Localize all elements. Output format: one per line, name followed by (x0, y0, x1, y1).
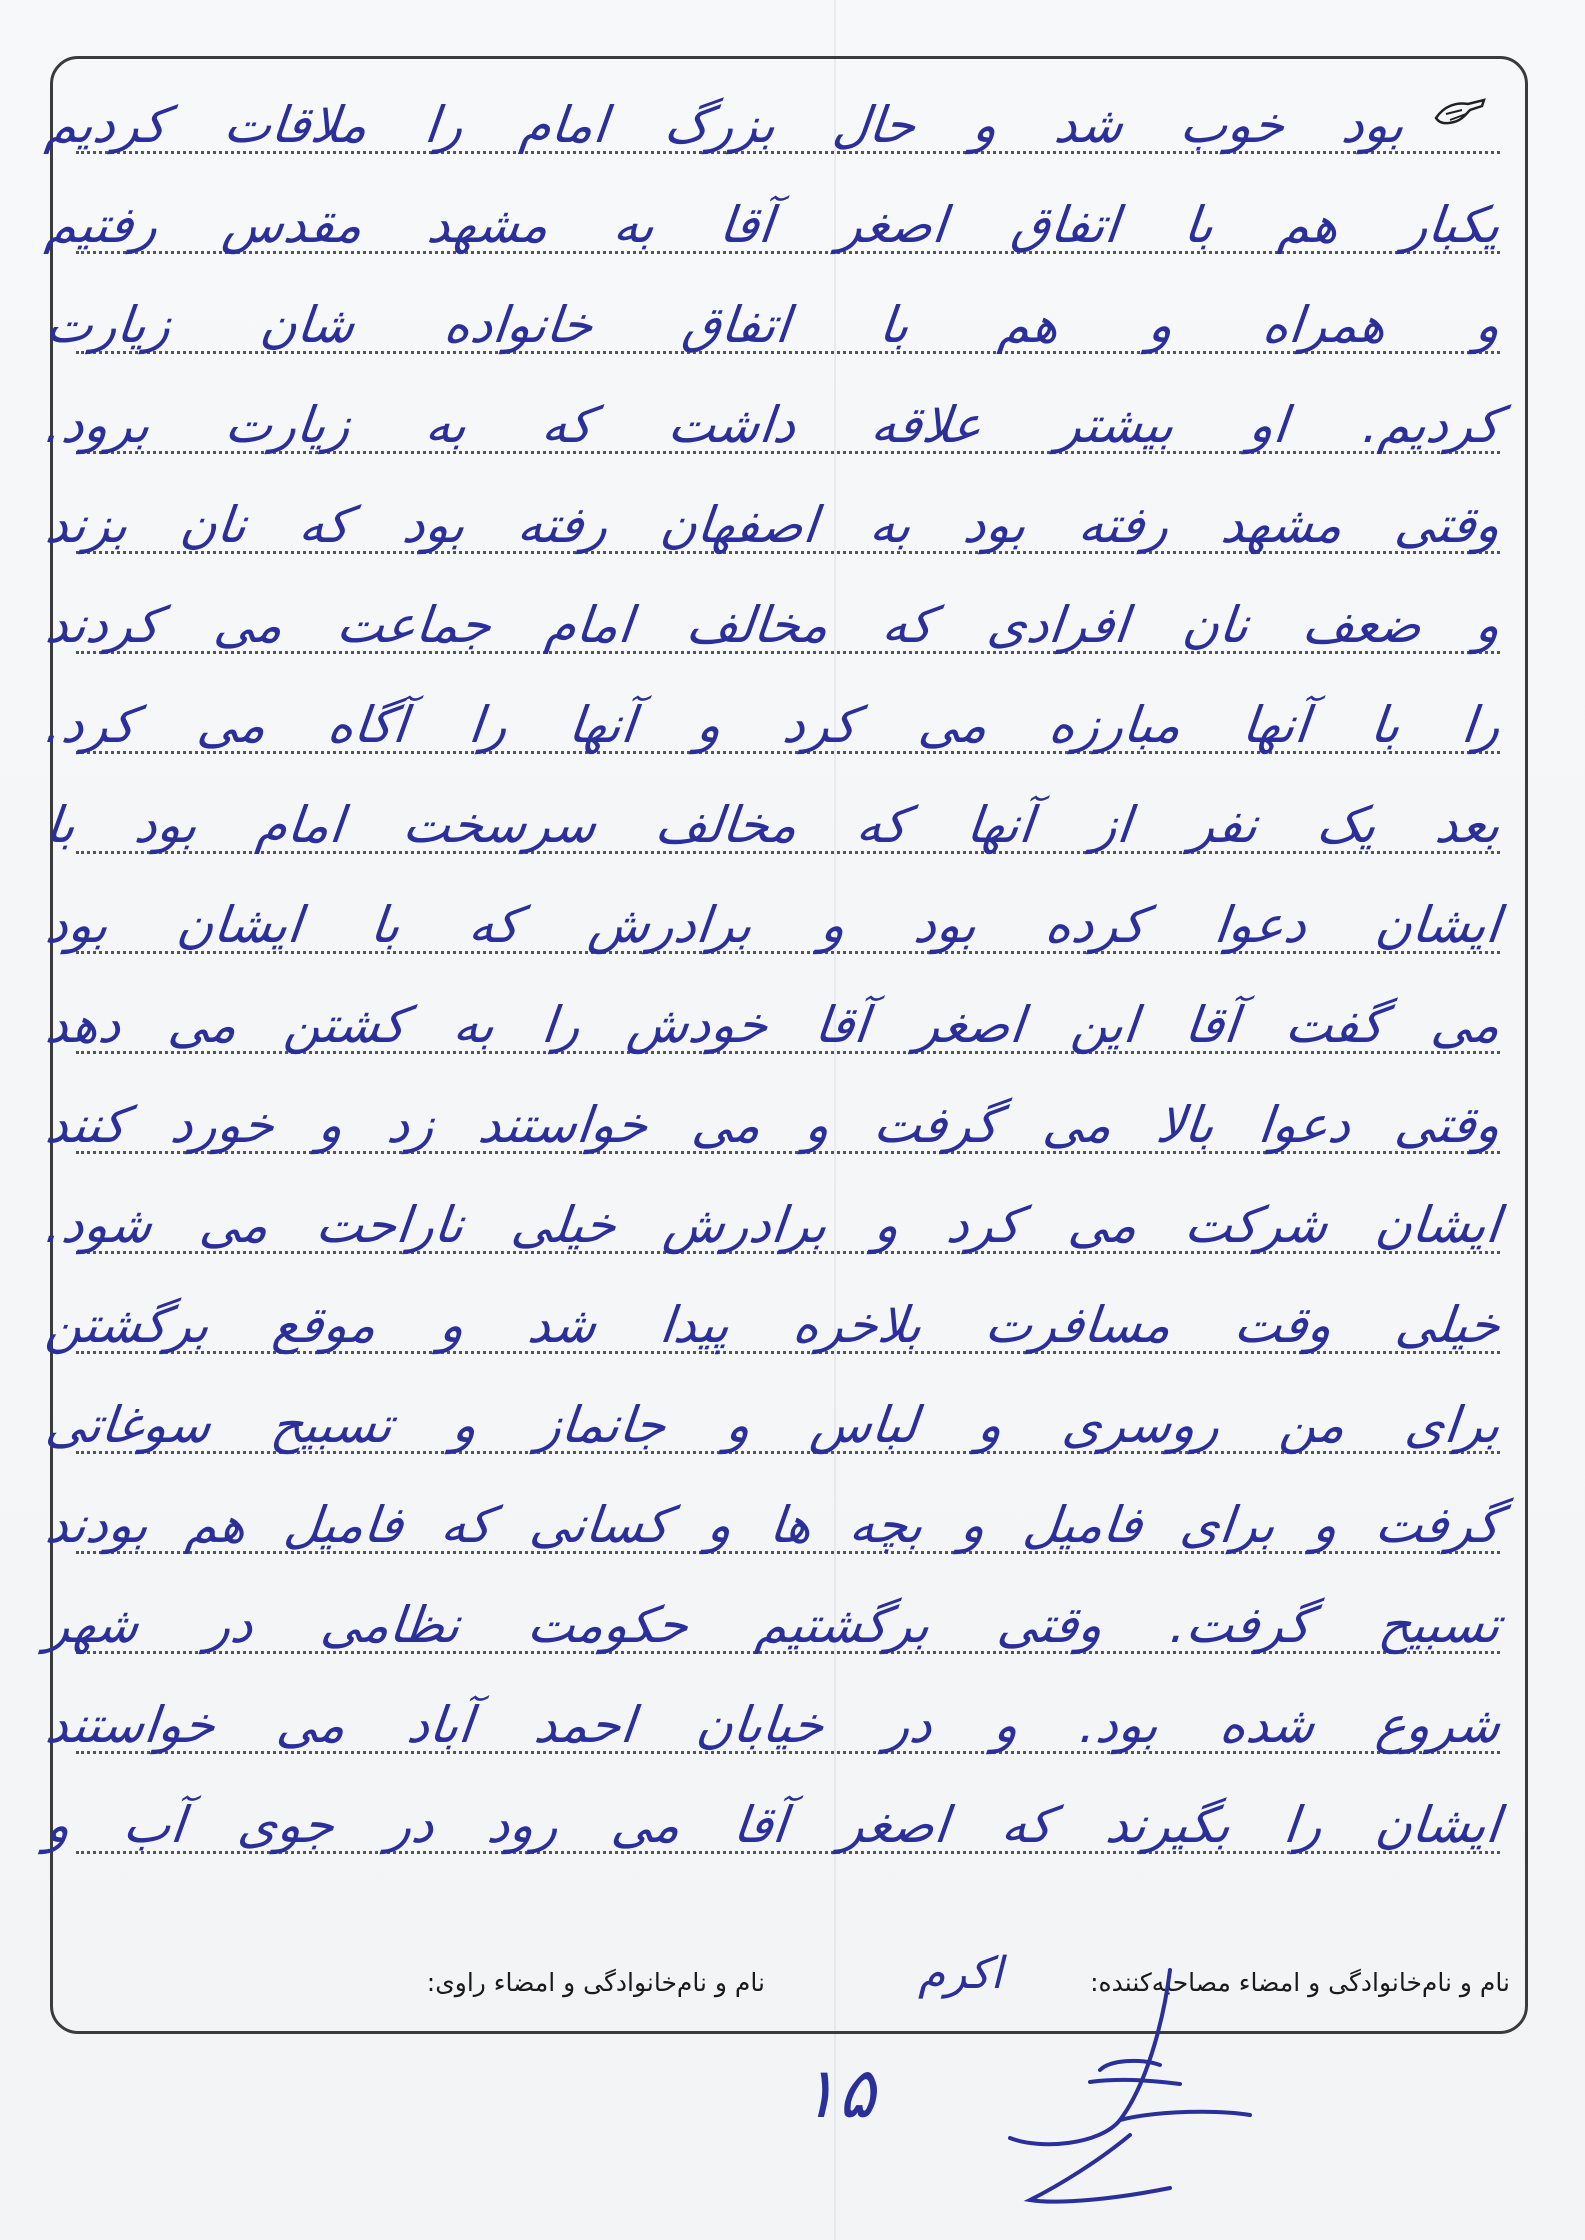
interviewer-signature (1000, 1960, 1260, 2220)
interviewer-signature-name: اکرم (918, 1948, 1003, 1999)
handwritten-line: ایشان شرکت می کرد و برادرش خیلی ناراحت می شود. (42, 1196, 1504, 1254)
handwritten-lines (42, 68, 1504, 1868)
handwritten-line: و ضعف نان افرادی که مخالف امام جماعت می کردند (42, 596, 1504, 654)
handwritten-line: می گفت آقا این اصغر آقا خودش را به کشتن می دهد (42, 996, 1504, 1054)
interviewer-label: نام و نام‌خانوادگی و امضاء مصاحبه‌کننده: (1090, 1968, 1510, 1997)
line-row (42, 68, 1500, 168)
handwritten-line: گرفت و برای فامیل و بچه ها و کسانی که فامیل هم بودند (42, 1496, 1504, 1554)
handwritten-line: تسبیح گرفت. وقتی برگشتیم حکومت نظامی در شهر (42, 1596, 1504, 1654)
narrator-label: نام و نام‌خانوادگی و امضاء راوی: (426, 1968, 765, 1997)
line-row (42, 1368, 1504, 1468)
line-row (42, 868, 1504, 968)
line-row (42, 1668, 1504, 1768)
line-row (42, 1068, 1504, 1168)
handwritten-line: خیلی وقت مسافرت بلاخره پیدا شد و موقع برگشتن (42, 1296, 1504, 1354)
line-row (42, 768, 1504, 868)
handwritten-line: کردیم. او بیشتر علاقه داشت که به زیارت برود. (42, 396, 1504, 454)
handwritten-line: بعد یک نفر از آنها که مخالف سرسخت امام بود با (42, 796, 1504, 854)
handwritten-line: و همراه و هم با اتفاق خانواده شان زیارت (42, 296, 1504, 354)
handwritten-line: وقتی مشهد رفته بود به اصفهان رفته بود که نان بزند (42, 496, 1504, 554)
line-row (42, 1268, 1504, 1368)
line-row (42, 268, 1504, 368)
line-row (42, 368, 1504, 468)
handwritten-line: برای من روسری و لباس و جانماز و تسبیح سوغاتی (42, 1396, 1504, 1454)
handwritten-line: ایشان دعوا کرده بود و برادرش که با ایشان بود (42, 896, 1504, 954)
line-row (42, 1768, 1504, 1868)
line-row (42, 468, 1504, 568)
line-row (42, 568, 1504, 668)
handwritten-line: یکبار هم با اتفاق اصغر آقا به مشهد مقدس رفتیم (42, 196, 1504, 254)
line-row (42, 1468, 1504, 1568)
line-row (42, 168, 1504, 268)
page-number: ۱۵ (800, 2052, 876, 2134)
handwritten-line: وقتی دعوا بالا می گرفت و می خواستند زد و خورد کنند (42, 1096, 1504, 1154)
line-row (42, 668, 1504, 768)
signature-footer (80, 1962, 1510, 2012)
handwritten-line: بود خوب شد و حال بزرگ امام را ملاقات کردیم (42, 96, 1408, 154)
line-row (42, 968, 1504, 1068)
handwritten-line: را با آنها مبارزه می کرد و آنها را آگاه می کرد. (42, 696, 1504, 754)
line-row (42, 1568, 1504, 1668)
handwritten-line: ایشان را بگیرند که اصغر آقا می رود در جوی آب و (42, 1796, 1504, 1854)
line-row (42, 1168, 1504, 1268)
handwritten-line: شروع شده بود. و در خیابان احمد آباد می خواستند (42, 1696, 1504, 1754)
